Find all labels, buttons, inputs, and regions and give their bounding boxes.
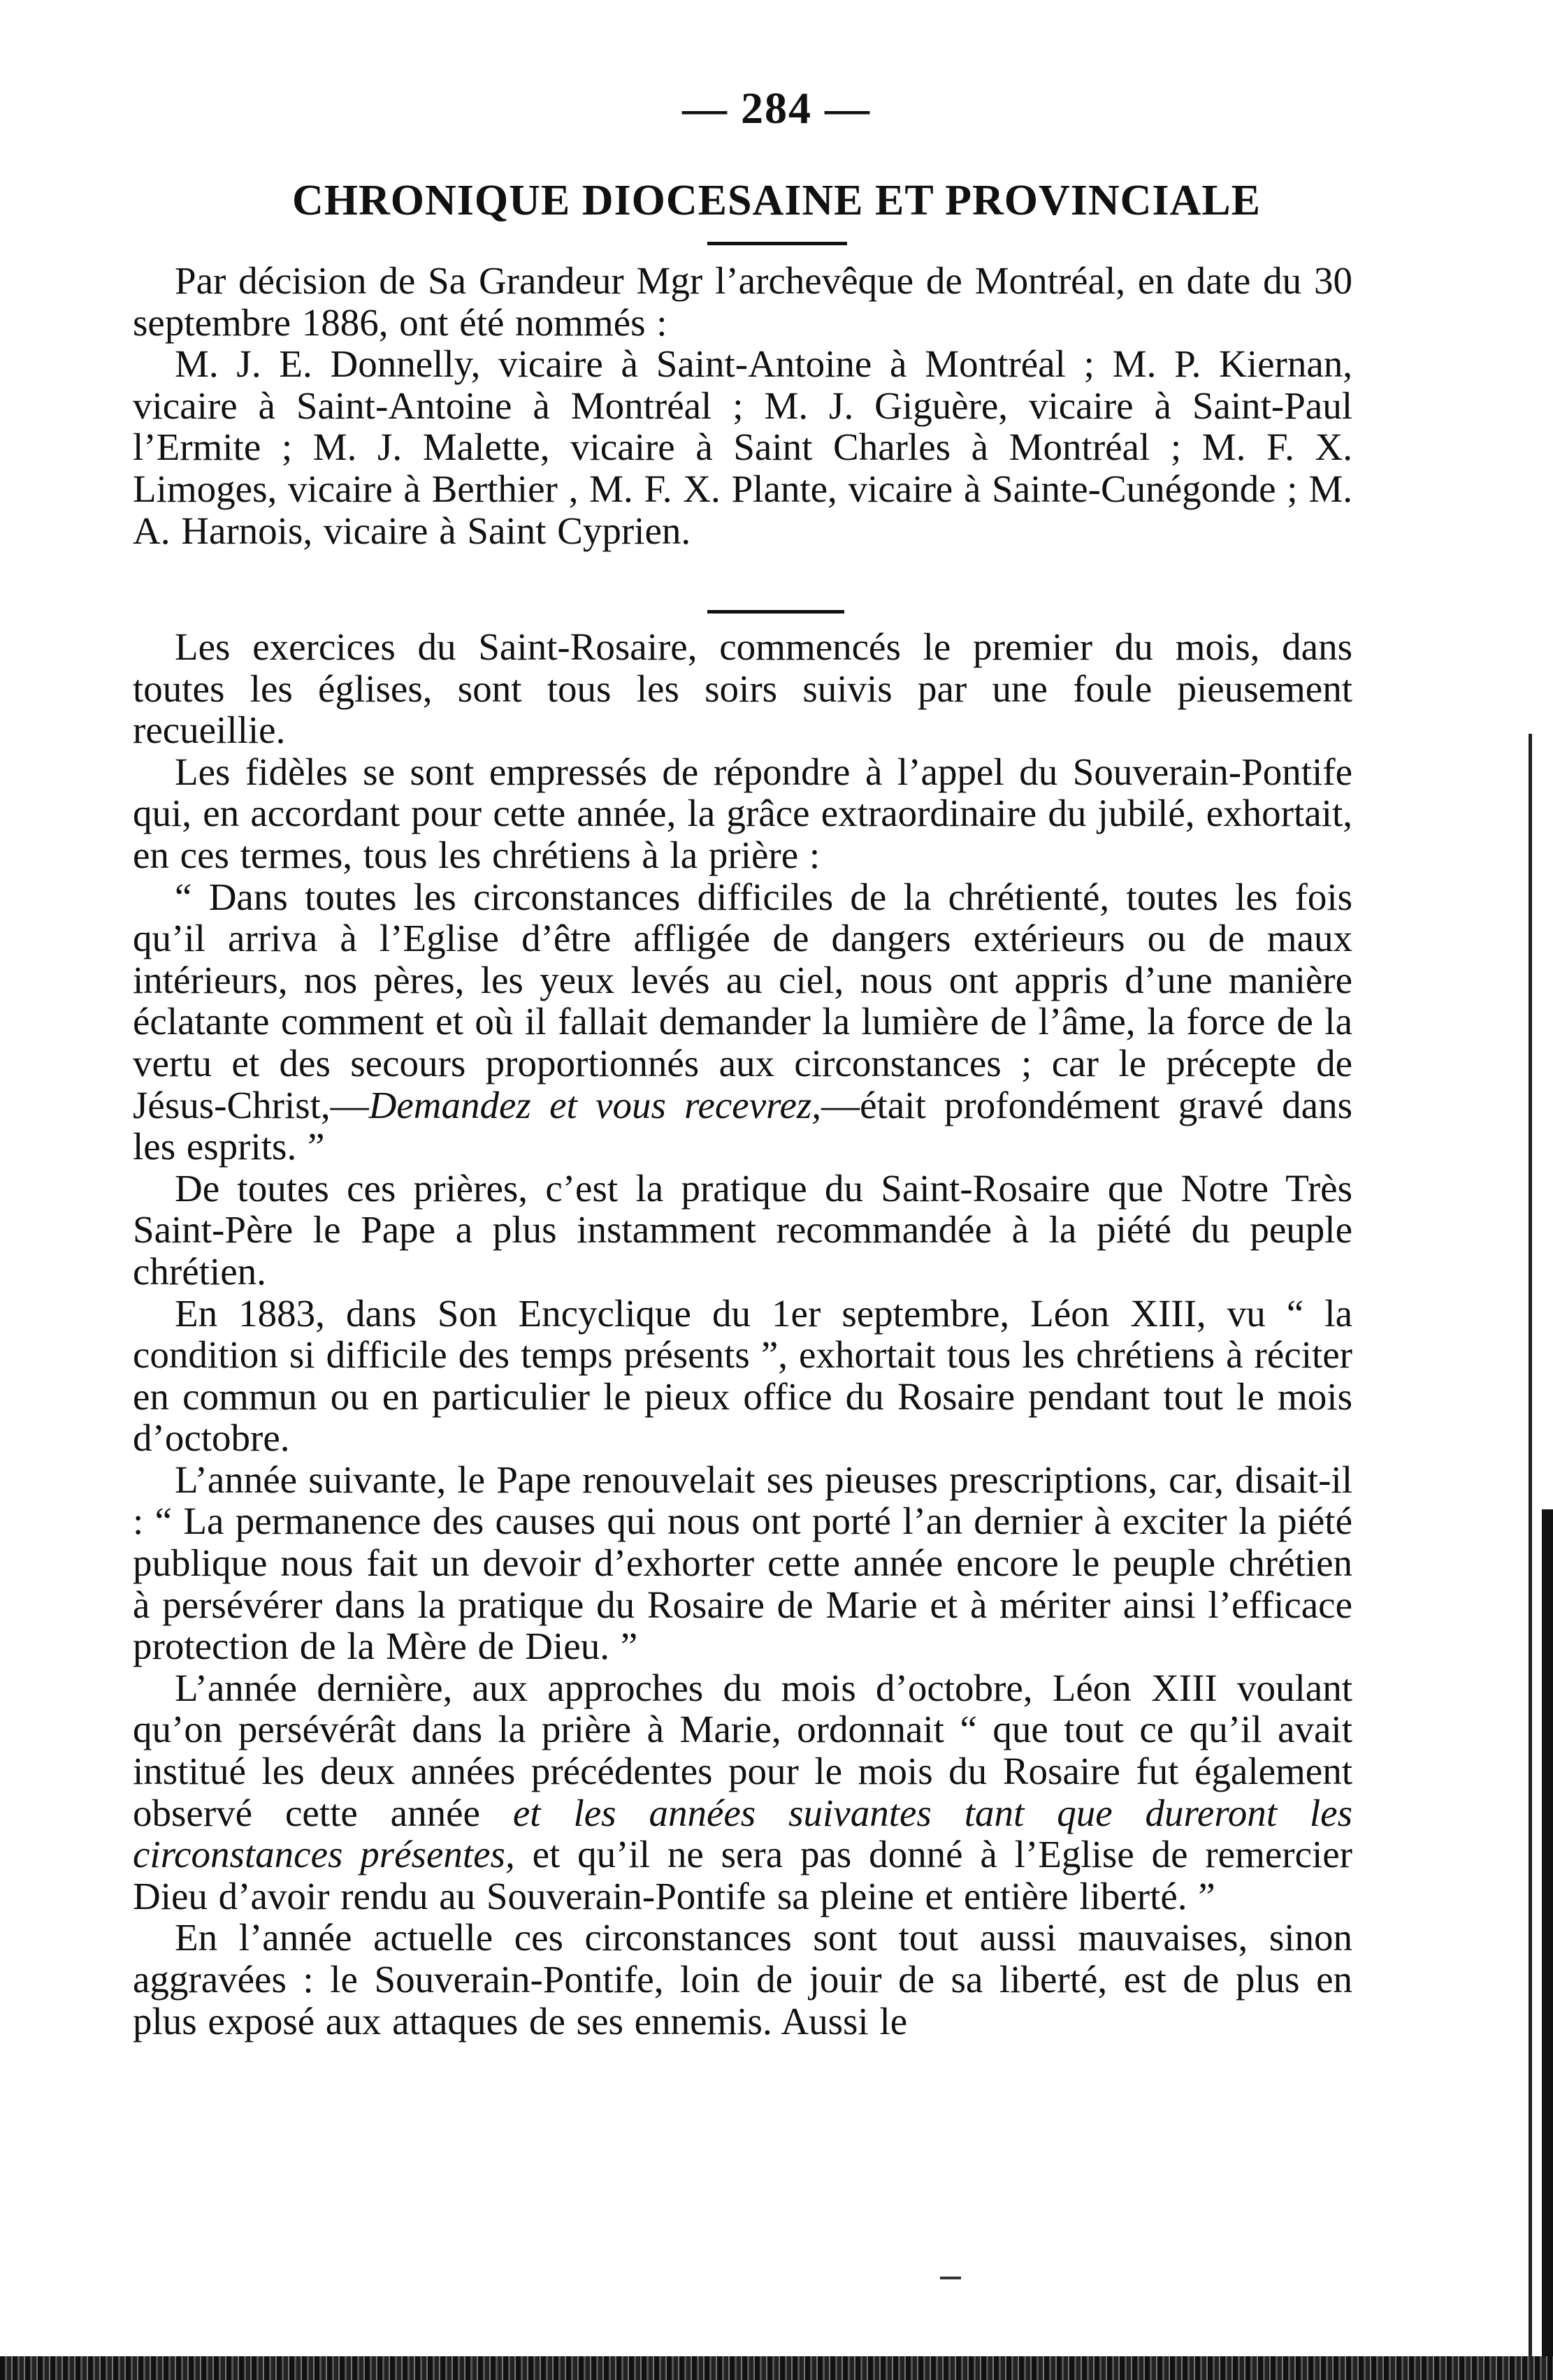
footer-dash xyxy=(940,2277,961,2279)
nominations-list: M. J. E. Donnelly, vicaire à Saint-Antoine à Montréal ; M. P. Kiernan, vicaire à Saint-Antoine à Montréal ; M. J. Giguère, vicaire à Saint-Paul l’Ermite ; M. J. Malette, vicaire à Saint Charles à Montréal ; M. F. X. Limoges, vicaire à Berthier , M. F. X. Plante, vicaire à Sainte-Cunégonde ; M. A. Harnois, vicaire à Saint Cyprien. xyxy=(133,342,1352,552)
nominations-intro: Par décision de Sa Grandeur Mgr l’archevêque de Montréal, en date du 30 septembre 1886, ont été nommés : xyxy=(133,259,1352,344)
quote-text-end: —était profondément gravé dans les esprits. ” xyxy=(133,1083,1352,1168)
rosaire-paragraph-6: L’année suivante, le Pape renouvelait ses pieuses prescriptions, car, disait-il : “ La permanence des causes qui nous ont porté l’an dernier à exciter la piété publique nous fait un devoir d’exhorter cette année encore le peuple chrétien à persévérer dans la pratique du Rosaire de Marie et à mériter ainsi l’efficace protection de la Mère de Dieu. ” xyxy=(133,1458,1352,1668)
paragraph-7-start: L’année dernière, aux approches du mois d’octobre, Léon XIII voulant qu’on persévérât dans la prière à Marie, ordonnait “ que tout ce qu’il avait institué les deux années précédentes pour le mois du Rosaire fut également observé cette année xyxy=(133,1666,1352,1834)
rosaire-paragraph-4: De toutes ces prières, c’est la pratique du Saint-Rosaire que Notre Très Saint-Père le Pape a plus instamment recommandée à la piété du peuple chrétien. xyxy=(133,1166,1352,1293)
quote-italic: Demandez et vous recevrez, xyxy=(368,1083,822,1126)
chronicle-title: CHRONIQUE DIOCESAINE ET PROVINCIALE xyxy=(291,177,1262,224)
paragraph-7-italic: et les années suivantes tant que dureront les circonstances présentes, xyxy=(133,1791,1352,1876)
scan-bottom-bar xyxy=(0,2356,1553,2380)
page-number: — 284 — xyxy=(682,83,871,133)
rosaire-paragraph-8: En l’année actuelle ces circonstances sont tout aussi mauvaises, sinon aggravées : le Souverain-Pontife, loin de jouir de sa liberté, est de plus en plus exposé aux attaques de ses ennemis. Aussi le xyxy=(133,1916,1352,2042)
quote-text-start: “ Dans toutes les circonstances difficiles de la chrétienté, toutes les fois qu’il arriva à l’Eglise d’être affligée de dangers extérieurs ou de maux intérieurs, nos pères, les yeux levés au ciel, nous ont appris d’une manière éclatante comment et où il fallait demander la lumière de l’âme, la force de la vertu et des secours proportionnés aux circonstances ; car le précepte de Jésus-Christ,— xyxy=(133,875,1352,1126)
title-rule xyxy=(707,242,847,245)
rosaire-paragraph-2: Les fidèles se sont empressés de répondre à l’appel du Souverain-Pontife qui, en accordant pour cette année, la grâce extraordinaire du jubilé, exhortait, en ces termes, tous les chrétiens à la prière : xyxy=(133,750,1352,876)
rosaire-section xyxy=(133,626,1352,2042)
nominations-section xyxy=(133,260,1352,551)
section-rule xyxy=(707,610,844,614)
rosaire-paragraph-3 xyxy=(133,876,1352,1168)
rosaire-paragraph-1: Les exercices du Saint-Rosaire, commencés le premier du mois, dans toutes les églises, sont tous les soirs suivis par une foule pieusement recueillie. xyxy=(133,625,1352,752)
scan-edge-line xyxy=(1529,734,1532,2362)
paragraph-7-end: et qu’il ne sera pas donné à l’Eglise de remercier Dieu d’avoir rendu au Souverain-Pontife sa pleine et entière liberté. ” xyxy=(133,1833,1352,1917)
rosaire-paragraph-5: En 1883, dans Son Encyclique du 1er septembre, Léon XIII, vu “ la condition si difficile des temps présents ”, exhortait tous les chrétiens à réciter en commun ou en particulier le pieux office du Rosaire pendant tout le mois d’octobre. xyxy=(133,1291,1352,1460)
scan-edge-shadow xyxy=(1542,1509,1553,2362)
rosaire-paragraph-7 xyxy=(133,1667,1352,1917)
